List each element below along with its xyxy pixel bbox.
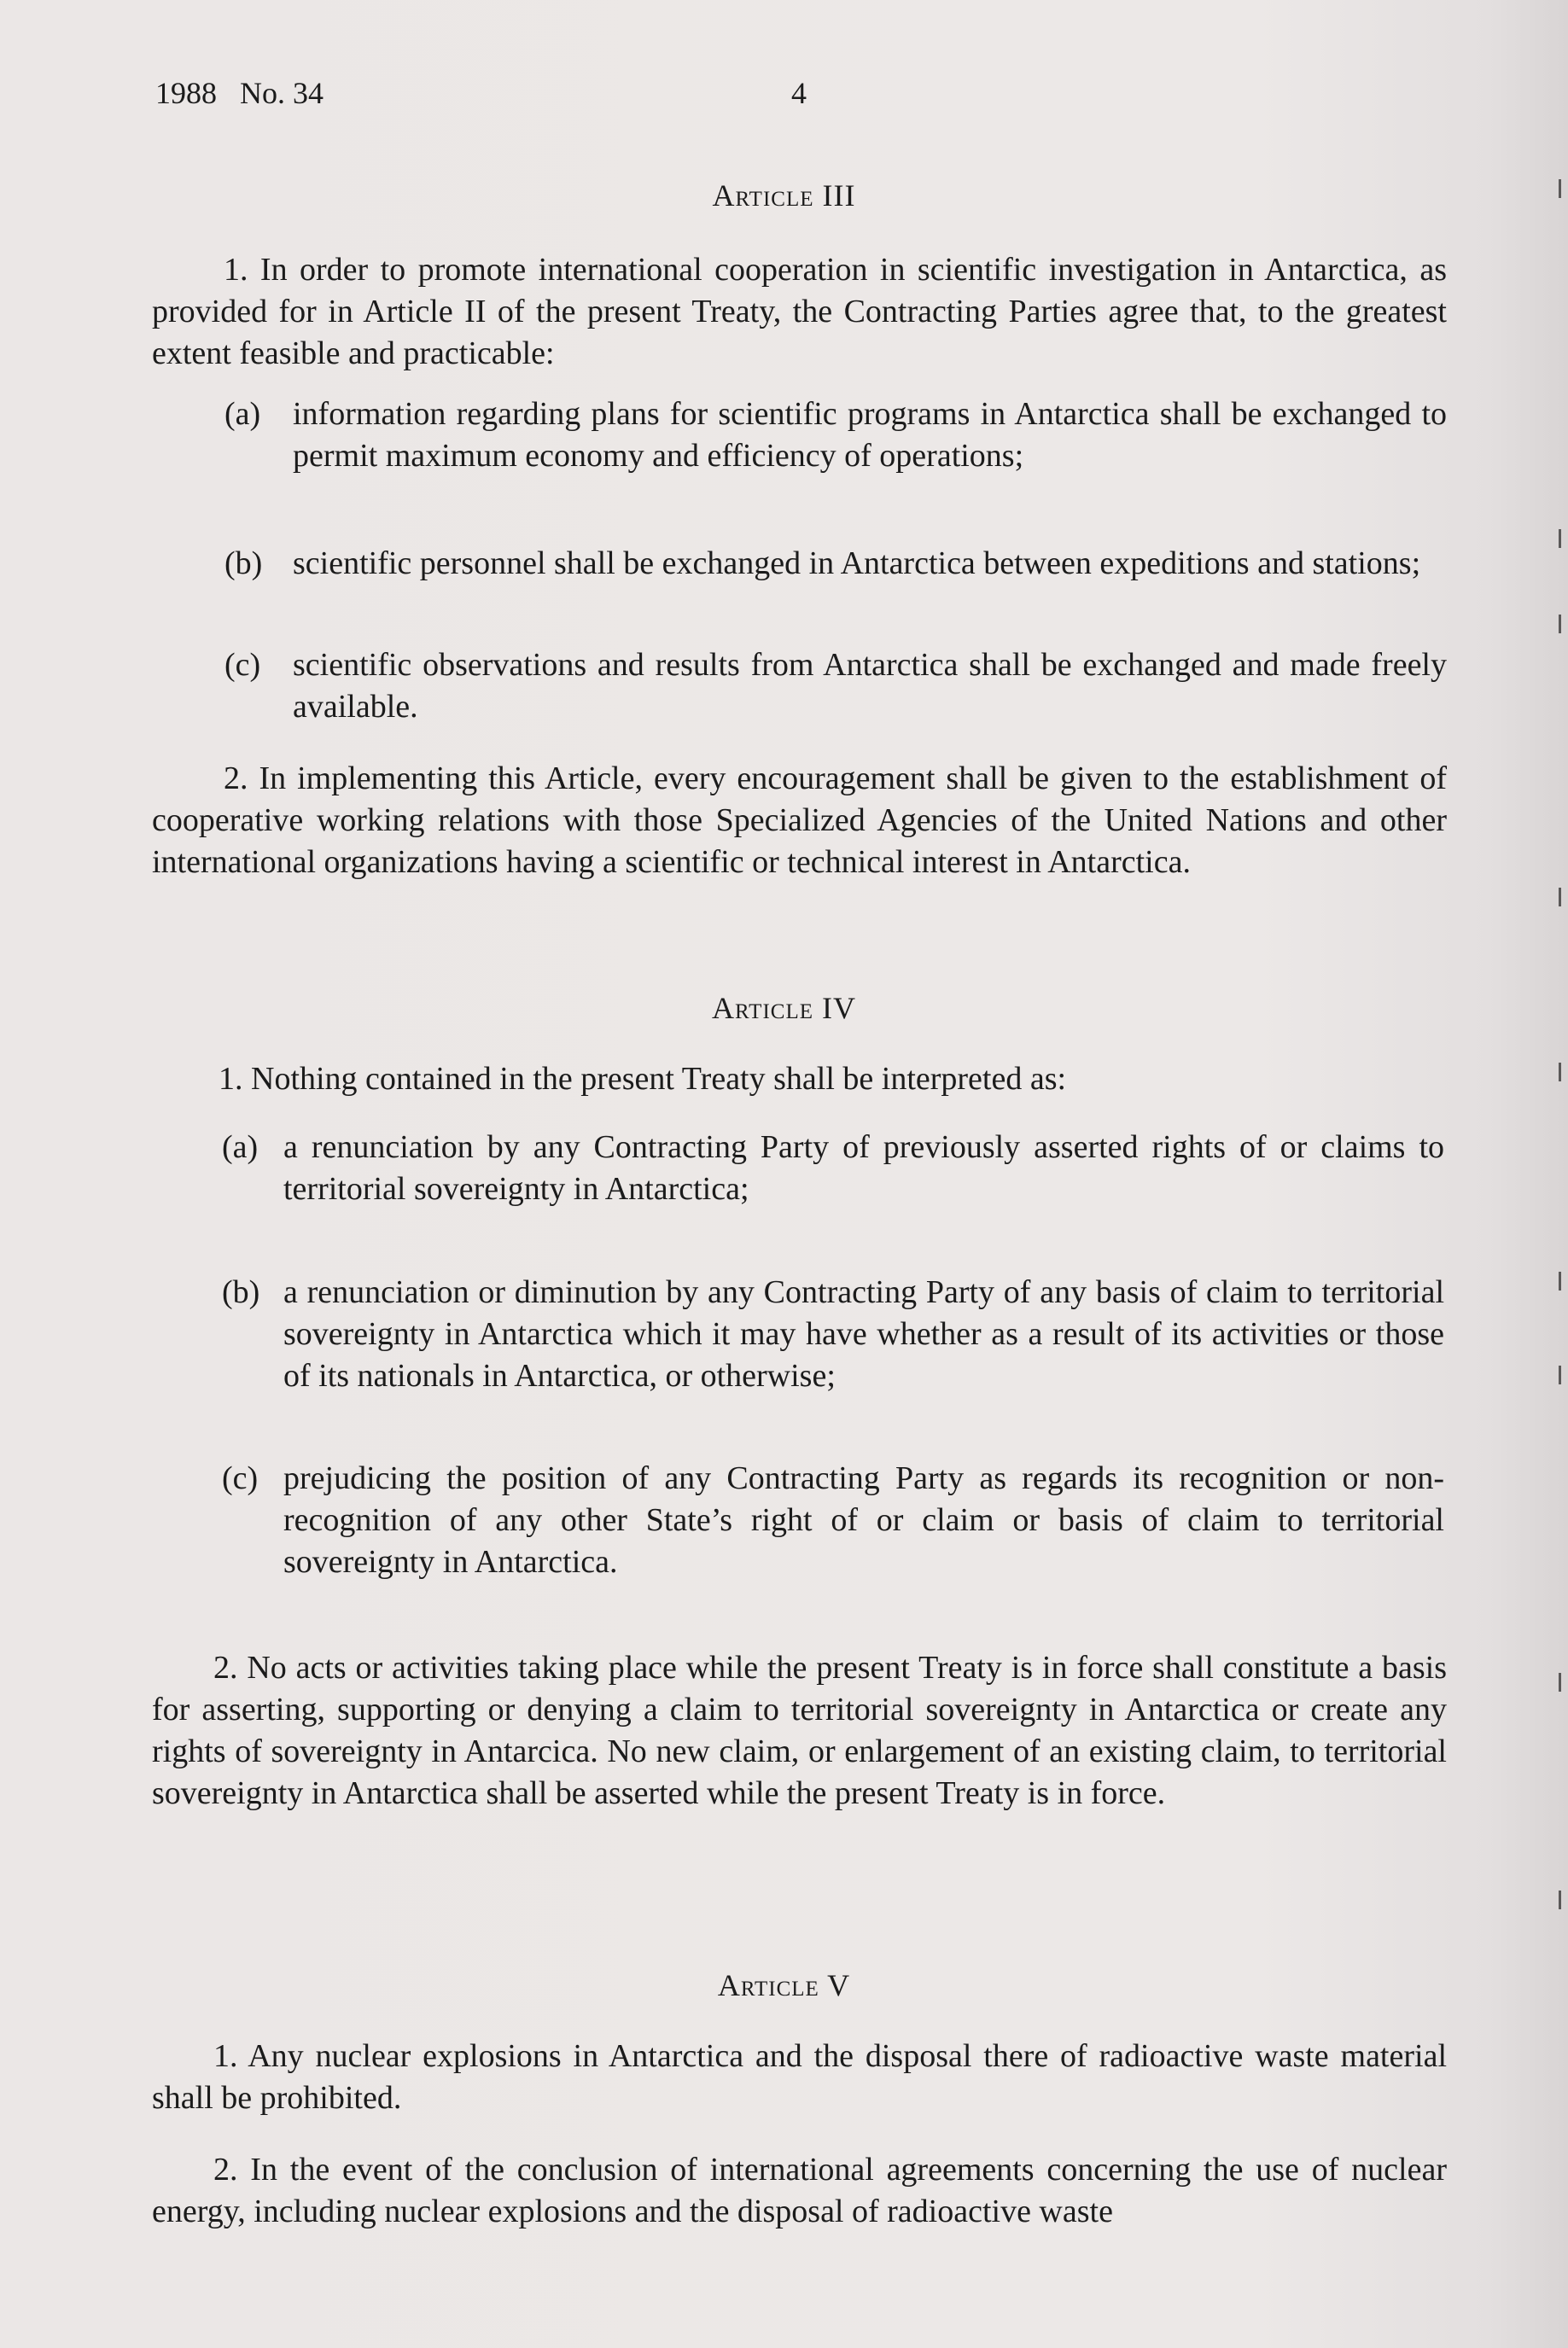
item-label: (a) bbox=[222, 1129, 259, 1165]
article-4-item-c bbox=[222, 1458, 1444, 1583]
article-4-paragraph-1: 1. Nothing contained in the present Treaty shall be interpreted as: bbox=[219, 1061, 1067, 1097]
binding-mark bbox=[1559, 1366, 1561, 1384]
article-4-heading: Article IV bbox=[712, 991, 856, 1025]
binding-mark bbox=[1559, 1673, 1561, 1692]
item-label: (c) bbox=[224, 647, 261, 683]
article-5-paragraph-1: 1. Any nuclear explosions in Antarctica and the disposal there of radioactive waste material shall be prohibited. bbox=[152, 2038, 1447, 2116]
article-3-item-a bbox=[224, 393, 1447, 477]
article-4-item-b bbox=[222, 1272, 1444, 1397]
binding-mark bbox=[1559, 179, 1561, 198]
item-text: a renunciation by any Contracting Party of previously asserted rights of or claims to territorial sovereignty in Antarctica; bbox=[283, 1129, 1444, 1207]
item-label: (a) bbox=[224, 396, 261, 432]
binding-mark bbox=[1559, 1063, 1561, 1081]
publication-reference: 1988 No. 34 bbox=[155, 76, 324, 110]
page-number: 4 bbox=[791, 76, 807, 110]
article-3-item-c bbox=[224, 644, 1447, 728]
binding-mark bbox=[1559, 615, 1561, 633]
binding-mark bbox=[1559, 1891, 1561, 1909]
item-text: a renunciation or diminution by any Contracting Party of any basis of claim to territorial sovereignty in Antarctica which it may have whether as a result of its activities or those of its nationals in Antarctica, or otherwise; bbox=[283, 1274, 1444, 1394]
article-3-heading: Article III bbox=[712, 178, 856, 213]
item-label: (b) bbox=[222, 1274, 260, 1310]
binding-mark bbox=[1559, 529, 1561, 548]
article-3-paragraph-2: 2. In implementing this Article, every encouragement shall be given to the establishment of cooperative working relations with those Specialized Agencies of the United Nations and other international organizations having a scientific or technical interest in Antarctica. bbox=[152, 760, 1447, 880]
item-text: prejudicing the position of any Contracting Party as regards its recognition or non-recognition of any other State’s right of or claim or basis of claim to territorial sovereignty in Antarctica. bbox=[283, 1460, 1444, 1580]
article-5-paragraph-2: 2. In the event of the conclusion of international agreements concerning the use of nuclear energy, including nuclear explosions and the disposal of radioactive waste bbox=[152, 2152, 1447, 2229]
article-4-item-a bbox=[222, 1127, 1444, 1210]
item-text: scientific observations and results from Antarctica shall be exchanged and made freely available. bbox=[293, 647, 1447, 725]
item-label: (c) bbox=[222, 1460, 259, 1496]
item-text: scientific personnel shall be exchanged in Antarctica between expeditions and stations; bbox=[293, 545, 1421, 581]
binding-mark bbox=[1559, 1272, 1561, 1291]
binding-mark bbox=[1559, 888, 1561, 906]
article-3-item-b bbox=[224, 543, 1447, 585]
item-text: information regarding plans for scientific programs in Antarctica shall be exchanged to permit maximum economy and efficiency of operations; bbox=[293, 396, 1447, 474]
article-5-heading: Article V bbox=[717, 1968, 851, 2002]
article-3-paragraph-1: 1. In order to promote international cooperation in scientific investigation in Antarctica, as provided for in Article II of the present Treaty, the Contracting Parties agree that, to the greatest extent feasible and practicable: bbox=[152, 252, 1447, 371]
article-4-paragraph-2: 2. No acts or activities taking place while the present Treaty is in force shall constitute a basis for asserting, supporting or denying a claim to territorial sovereignty in Antarctica or create any rights of sovereignty in Antarcica. No new claim, or enlargement of an existing claim, to territorial sovereignty in Antarctica shall be asserted while the present Treaty is in force. bbox=[152, 1650, 1447, 1811]
item-label: (b) bbox=[224, 545, 263, 581]
